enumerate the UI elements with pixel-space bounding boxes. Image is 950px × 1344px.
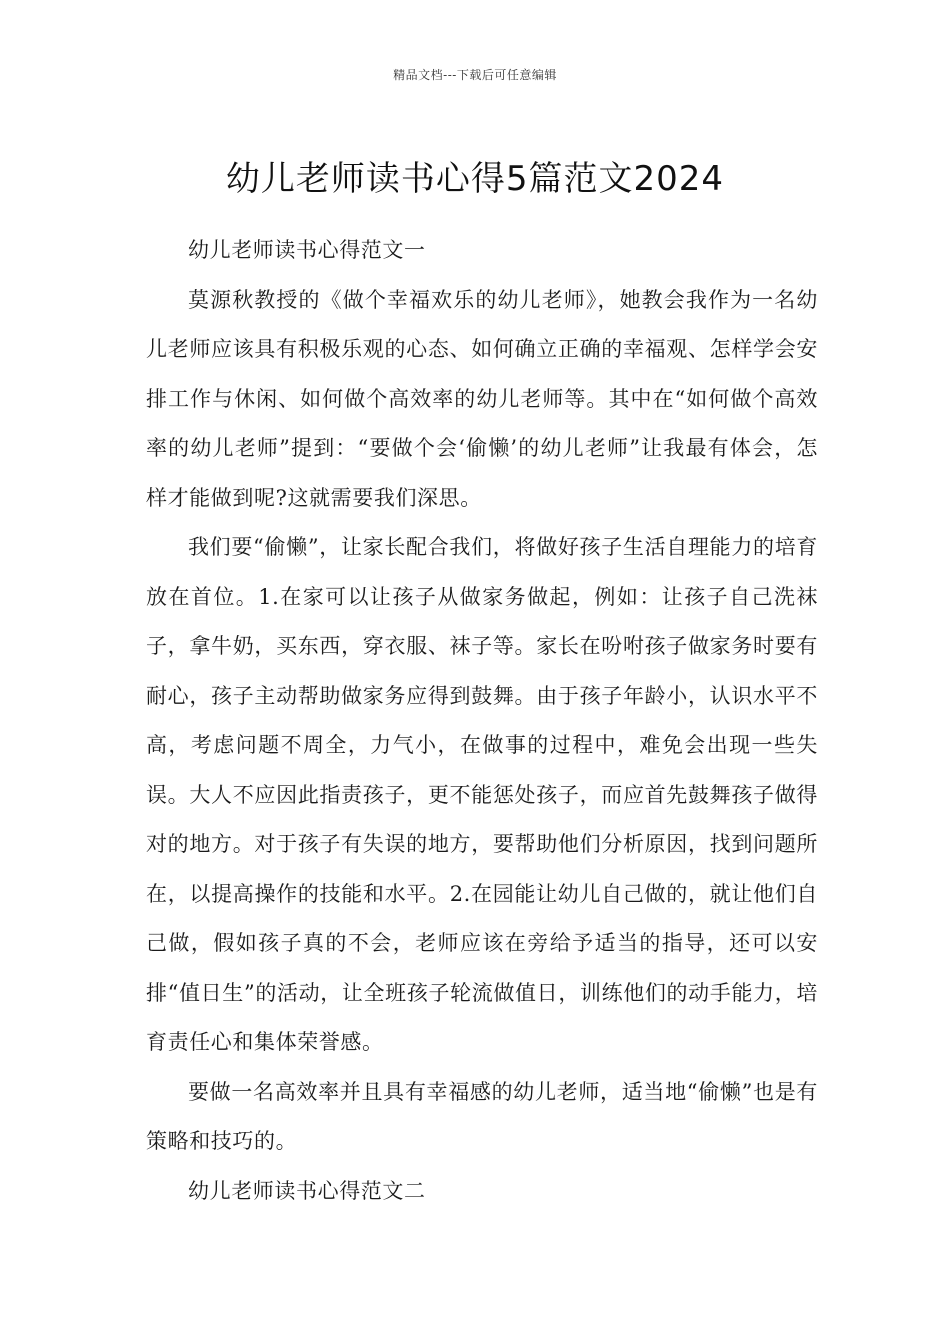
document-body — [146, 226, 818, 1216]
paragraph-3: 要做一名高效率并且具有幸福感的幼儿老师，适当地“偷懒”也是有策略和技巧的。 — [146, 1079, 818, 1153]
section-heading-1: 幼儿老师读书心得范文一 — [188, 238, 426, 262]
section-heading-2: 幼儿老师读书心得范文二 — [188, 1178, 426, 1203]
paragraph-2: 我们要“偷懒”，让家长配合我们，将做好孩子生活自理能力的培育放在首位。1.在家可以让孩子从做家务做起，例如：让孩子自己洗袜子，拿牛奶，买东西，穿衣服、袜子等。家长在吩咐孩子做家务时要有耐心，孩子主动帮助做家务应得到鼓舞。由于孩子年龄小，认识水平不高，考虑问题不周全，力气小，在做事的过程中，难免会出现一些失误。大人不应因此指责孩子，更不能惩处孩子，而应首先鼓舞孩子做得对的地方。对于孩子有失误的地方，要帮助他们分析原因，找到问题所在，以提高操作的技能和水平。2.在园能让幼儿自己做的，就让他们自己做，假如孩子真的不会，老师应该在旁给予适当的指导，还可以安排“值日生”的活动，让全班孩子轮流做值日，训练他们的动手能力，培育责任心和集体荣誉感。 — [146, 535, 818, 1054]
document-title: 幼儿老师读书心得5篇范文2024 — [225, 158, 725, 199]
header-note: 精品文档---下载后可任意编辑 — [393, 68, 557, 82]
paragraph-1: 莫源秋教授的《做个幸福欢乐的幼儿老师》，她教会我作为一名幼儿老师应该具有积极乐观的心态、如何确立正确的幸福观、怎样学会安排工作与休闲、如何做个高效率的幼儿老师等。其中在“如何做个高效率的幼儿老师”提到：“要做个会‘偷懒’的幼儿老师”让我最有体会，怎样才能做到呢?这就需要我们深思。 — [146, 287, 818, 510]
